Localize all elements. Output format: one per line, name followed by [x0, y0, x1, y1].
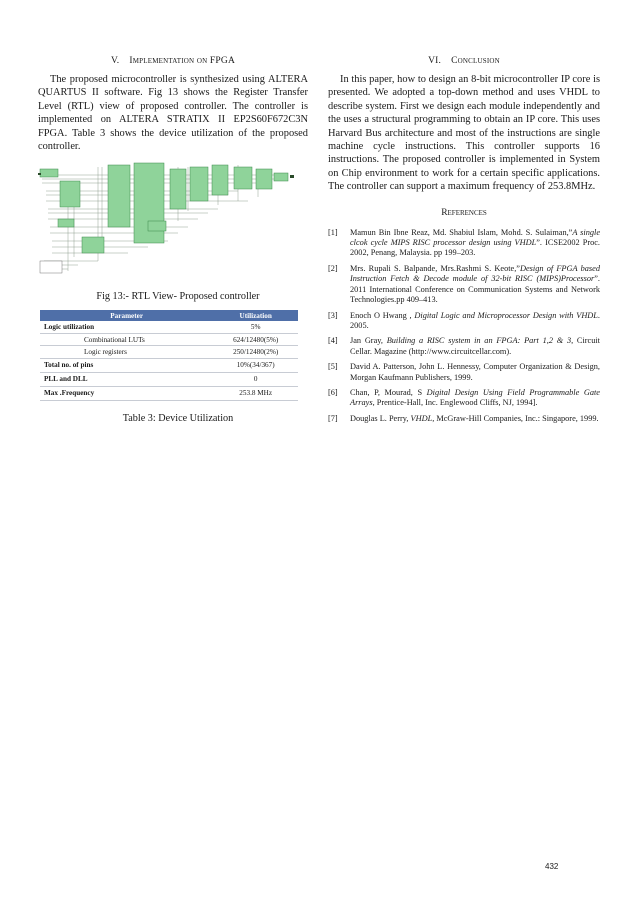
- header-parameter: Parameter: [40, 310, 213, 321]
- implementation-paragraph: The proposed microcontroller is synthesized using ALTERA QUARTUS II software. Fig 13 shows the Register Transfer Level (RTL) view of proposed controller. The controller is implemented on ALTERA STRATIX II EP2S60F672C3N FPGA. Table 3 shows the device utilization of the proposed controller.: [38, 74, 308, 153]
- reference-text: [350, 336, 600, 357]
- table-row: [40, 346, 298, 359]
- table-cell: Max .Frequency: [40, 386, 213, 400]
- reference-title: Building a RISC system in an FPGA: Part 1,2 & 3: [386, 336, 572, 346]
- table-cell: 5%: [213, 321, 298, 333]
- rtl-view-figure: [38, 161, 300, 277]
- table-cell: 10%(34/367): [213, 358, 298, 372]
- table-row: [40, 386, 298, 400]
- right-column: [328, 56, 600, 429]
- reference-number: [1]: [328, 227, 338, 237]
- reference-title: VHDL: [410, 413, 433, 423]
- reference-title: Digital Design Using Field Programmable Gate Arrays: [350, 387, 600, 408]
- table-row: [40, 321, 298, 333]
- table-cell: Logic utilization: [40, 321, 213, 333]
- reference-number: [2]: [328, 263, 338, 273]
- reference-source: , Circuit Cellar. Magazine (http://www.circuitcellar.com).: [350, 336, 600, 356]
- table-row: [40, 358, 298, 372]
- references-list: [328, 228, 600, 425]
- table-cell: Total no. of pins: [40, 358, 213, 372]
- table-row: [40, 372, 298, 386]
- reference-title: Digital Logic and Microprocessor Design with VHDL: [414, 310, 598, 320]
- device-utilization-table: [40, 310, 298, 401]
- reference-item: [328, 311, 600, 332]
- reference-title: Design of FPGA based Instruction Fetch & Decode module of 32-bit RISC (MIPS)Processor: [350, 263, 600, 284]
- reference-authors: Douglas L. Perry,: [350, 413, 411, 423]
- page-number: 432: [545, 862, 559, 871]
- section-heading-implementation: [38, 56, 308, 66]
- reference-authors: Chan, P, Mourad, S: [350, 387, 427, 397]
- reference-authors: David A. Patterson, John L. Hennessy, Computer Organization & Design, Morgan Kaufmann Publishers, 1999.: [350, 362, 600, 382]
- reference-source: . 2005.: [350, 310, 600, 330]
- conclusion-paragraph: In this paper, how to design an 8-bit microcontroller IP core is presented. We adopted a top-down method and uses VHDL to describe system. First we design each module independently and the uses a structural programming to obtain an IP core. This uses Harvard Bus architecture and most of the instructions are single machine cycle instructions. This controller supports 16 instructions. The proposed controller is implemented in System on Chip environment to work for a certain specific applications. The controller can support a maximum frequency of 253.8MHz.: [328, 74, 600, 193]
- reference-number: [7]: [328, 413, 338, 423]
- table-cell: Combinational LUTs: [40, 333, 213, 346]
- reference-source: , Prentice-Hall, Inc. Englewood Cliffs, NJ, 1994].: [372, 398, 538, 408]
- reference-authors: Mrs. Rupali S. Balpande, Mrs.Rashmi S. Keote,”: [350, 263, 520, 273]
- table-cell: 624/12480(5%): [213, 333, 298, 346]
- reference-number: [5]: [328, 362, 338, 372]
- reference-authors: Jan Gray,: [350, 336, 387, 346]
- section-heading-conclusion: [328, 56, 600, 66]
- reference-item: [328, 228, 600, 259]
- table-header-row: [40, 310, 298, 321]
- reference-item: [328, 362, 600, 383]
- table-cell: Logic registers: [40, 346, 213, 359]
- reference-source: ”. 2011 International Conference on Communication Systems and Network Technologies.pp 409–413.: [350, 274, 600, 305]
- section-number: VI.: [428, 56, 442, 66]
- reference-authors: Enoch O Hwang ,: [350, 310, 415, 320]
- header-utilization: Utilization: [213, 310, 298, 321]
- section-title: Conclusion: [451, 56, 500, 66]
- reference-text: [350, 311, 600, 332]
- reference-text: [350, 414, 600, 424]
- table-cell: 0: [213, 372, 298, 386]
- table-row: [40, 333, 298, 346]
- reference-text: [350, 362, 600, 383]
- table-cell: 253.8 MHz: [213, 386, 298, 400]
- table-cell: PLL and DLL: [40, 372, 213, 386]
- reference-item: [328, 414, 600, 424]
- reference-title: A single clcok cycle MIPS RISC processor design using VHDL: [350, 227, 601, 248]
- reference-item: [328, 388, 600, 409]
- reference-authors: Mamun Bin Ibne Reaz, Md. Shabiul Islam, Mohd. S. Sulaiman,”: [350, 227, 573, 237]
- reference-number: [6]: [328, 387, 338, 397]
- section-number: V.: [110, 56, 120, 66]
- left-column: [38, 56, 308, 424]
- reference-text: [350, 388, 600, 409]
- section-title: Implementation on FPGA: [129, 56, 236, 66]
- rtl-schematic-image: [38, 161, 300, 277]
- table-cell: 250/12480(2%): [213, 346, 298, 359]
- figure-caption: Fig 13:- RTL View- Proposed controller: [96, 291, 260, 303]
- reference-source: ”. ICSE2002 Proc. 2002, Penang, Malaysia. pp 199–203.: [350, 238, 601, 258]
- reference-item: [328, 264, 600, 306]
- reference-text: [350, 264, 600, 306]
- reference-source: , McGraw-Hill Companies, Inc.: Singapore, 1999.: [432, 413, 599, 423]
- reference-number: [3]: [328, 310, 338, 320]
- reference-text: [350, 228, 600, 259]
- table-caption: Table 3: Device Utilization: [122, 412, 234, 424]
- references-heading: References: [441, 207, 487, 218]
- reference-item: [328, 336, 600, 357]
- reference-number: [4]: [328, 336, 338, 346]
